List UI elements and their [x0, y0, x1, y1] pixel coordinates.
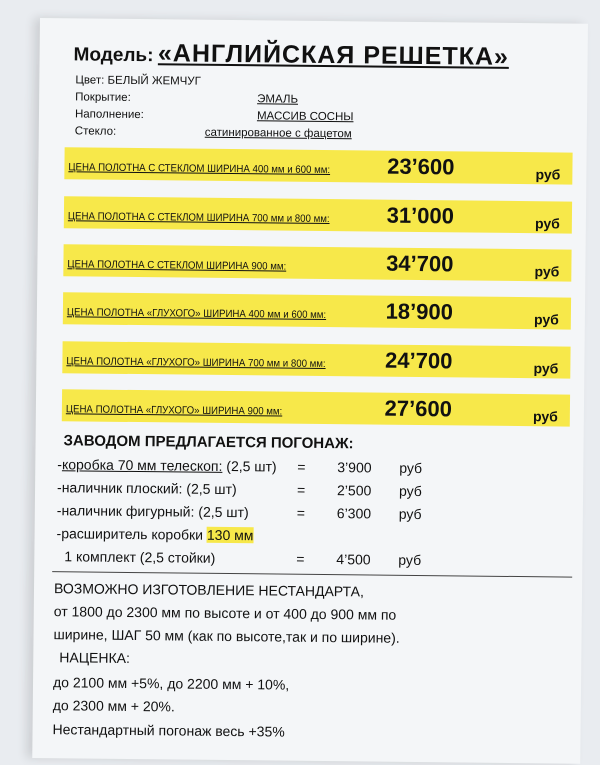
price-band-price: 23’600	[387, 153, 455, 180]
model-title	[73, 38, 509, 72]
price-band-glass-400-600	[64, 147, 572, 184]
price-band-solid-900	[62, 389, 570, 426]
price-band-label: ЦЕНА ПОЛОТНА С СТЕКЛОМ ШИРИНА 700 мм и 800 мм:	[67, 210, 330, 226]
pogonazh-item-flat-price: 2’500	[336, 482, 372, 499]
price-band-glass-900	[63, 244, 571, 281]
pogonazh-item-box-eq: =	[297, 458, 306, 475]
price-band-price: 18’900	[385, 298, 454, 325]
price-band-label: ЦЕНА ПОЛОТНА «ГЛУХОГО» ШИРИНА 900 мм:	[65, 403, 283, 418]
item-qty: (2,5 шт)	[222, 457, 277, 475]
pogonazh-kit-price: 4’500	[336, 551, 371, 568]
pogonazh-item-flat-eq: =	[296, 481, 306, 498]
pogonazh-item-figured-eq: =	[296, 504, 306, 521]
price-band-label: ЦЕНА ПОЛОТНА «ГЛУХОГО» ШИРИНА 700 мм и 800 мм:	[66, 355, 326, 371]
price-band-solid-700-800	[62, 341, 570, 378]
pogonazh-item-flat-currency: руб	[398, 482, 422, 500]
pogonazh-kit-currency: руб	[398, 551, 422, 569]
pogonazh-item-figured: -наличник фигурный: (2,5 шт)	[56, 502, 249, 521]
price-band-price: 27’600	[384, 395, 453, 422]
pogonazh-item-figured-price: 6’300	[336, 505, 372, 522]
attr-color: Цвет: БЕЛЫЙ ЖЕМЧУГ	[75, 74, 201, 88]
markup-title: НАЦЕНКА:	[59, 649, 131, 666]
price-band-glass-700-800	[64, 196, 572, 233]
attr-filling-value: МАССИВ СОСНЫ	[256, 110, 354, 124]
price-band-currency: руб	[533, 311, 559, 328]
item-name: коробка 70 мм телескоп:	[61, 456, 223, 474]
custom-heading: ВОЗМОЖНО ИЗГОТОВЛЕНИЕ НЕСТАНДАРТА,	[53, 580, 364, 600]
model-name: «АНГЛИЙСКАЯ РЕШЕТКА»	[157, 39, 510, 71]
price-band-label: ЦЕНА ПОЛОТНА С СТЕКЛОМ ШИРИНА 400 мм и 600 мм:	[68, 161, 331, 177]
attr-coating-value: ЭМАЛЬ	[257, 93, 299, 106]
custom-line: от 1800 до 2300 мм по высоте и от 400 до 900 мм по	[53, 603, 397, 623]
pogonazh-kit: 1 комплект (2,5 стойки)	[64, 548, 216, 566]
price-band-currency: руб	[533, 360, 559, 377]
pogonazh-item-box	[57, 456, 276, 474]
markup-line: Нестандартный погонаж весь +35%	[52, 721, 285, 740]
custom-line: ширине, ШАГ 50 мм (как по высоте,так и по ширине).	[53, 626, 400, 646]
pogonazh-item-box-price: 3’900	[337, 459, 372, 476]
price-band-currency: руб	[534, 263, 560, 280]
pogonazh-item-box-currency: руб	[399, 459, 423, 477]
attr-filling-label: Наполнение:	[74, 108, 144, 122]
item-dash: -	[57, 456, 63, 473]
pogonazh-heading: ЗАВОДОМ ПРЕДЛАГАЕТСЯ ПОГОНАЖ:	[63, 432, 354, 453]
price-sheet	[32, 18, 588, 764]
price-band-currency: руб	[535, 166, 561, 183]
markup-line: до 2100 мм +5%, до 2200 мм + 10%,	[52, 674, 290, 693]
extender-name: -расширитель коробки	[56, 525, 208, 543]
section-divider	[52, 571, 572, 577]
price-band-currency: руб	[534, 215, 560, 232]
price-band-price: 31’000	[386, 202, 455, 229]
markup-line: до 2300 мм + 20%.	[52, 697, 175, 715]
attr-coating-label: Покрытие:	[75, 91, 131, 104]
price-band-price: 24’700	[385, 347, 453, 374]
attr-glass-label: Стекло:	[74, 125, 117, 138]
extender-size: 130 мм	[206, 526, 254, 544]
price-band-solid-400-600	[63, 292, 571, 329]
price-band-currency: руб	[532, 408, 558, 425]
price-band-label: ЦЕНА ПОЛОТНА С СТЕКЛОМ ШИРИНА 900 мм:	[67, 258, 287, 273]
pogonazh-item-flat: -наличник плоский: (2,5 шт)	[57, 479, 237, 498]
price-band-label: ЦЕНА ПОЛОТНА «ГЛУХОГО» ШИРИНА 400 мм и 600 мм:	[66, 306, 327, 322]
pogonazh-kit-eq: =	[296, 550, 305, 567]
price-band-price: 34’700	[386, 250, 454, 277]
attr-glass-value: сатинированное с фацетом	[204, 126, 352, 141]
model-label: Модель:	[73, 44, 154, 67]
pogonazh-extender	[57, 525, 254, 543]
pogonazh-item-figured-currency: руб	[398, 505, 422, 523]
